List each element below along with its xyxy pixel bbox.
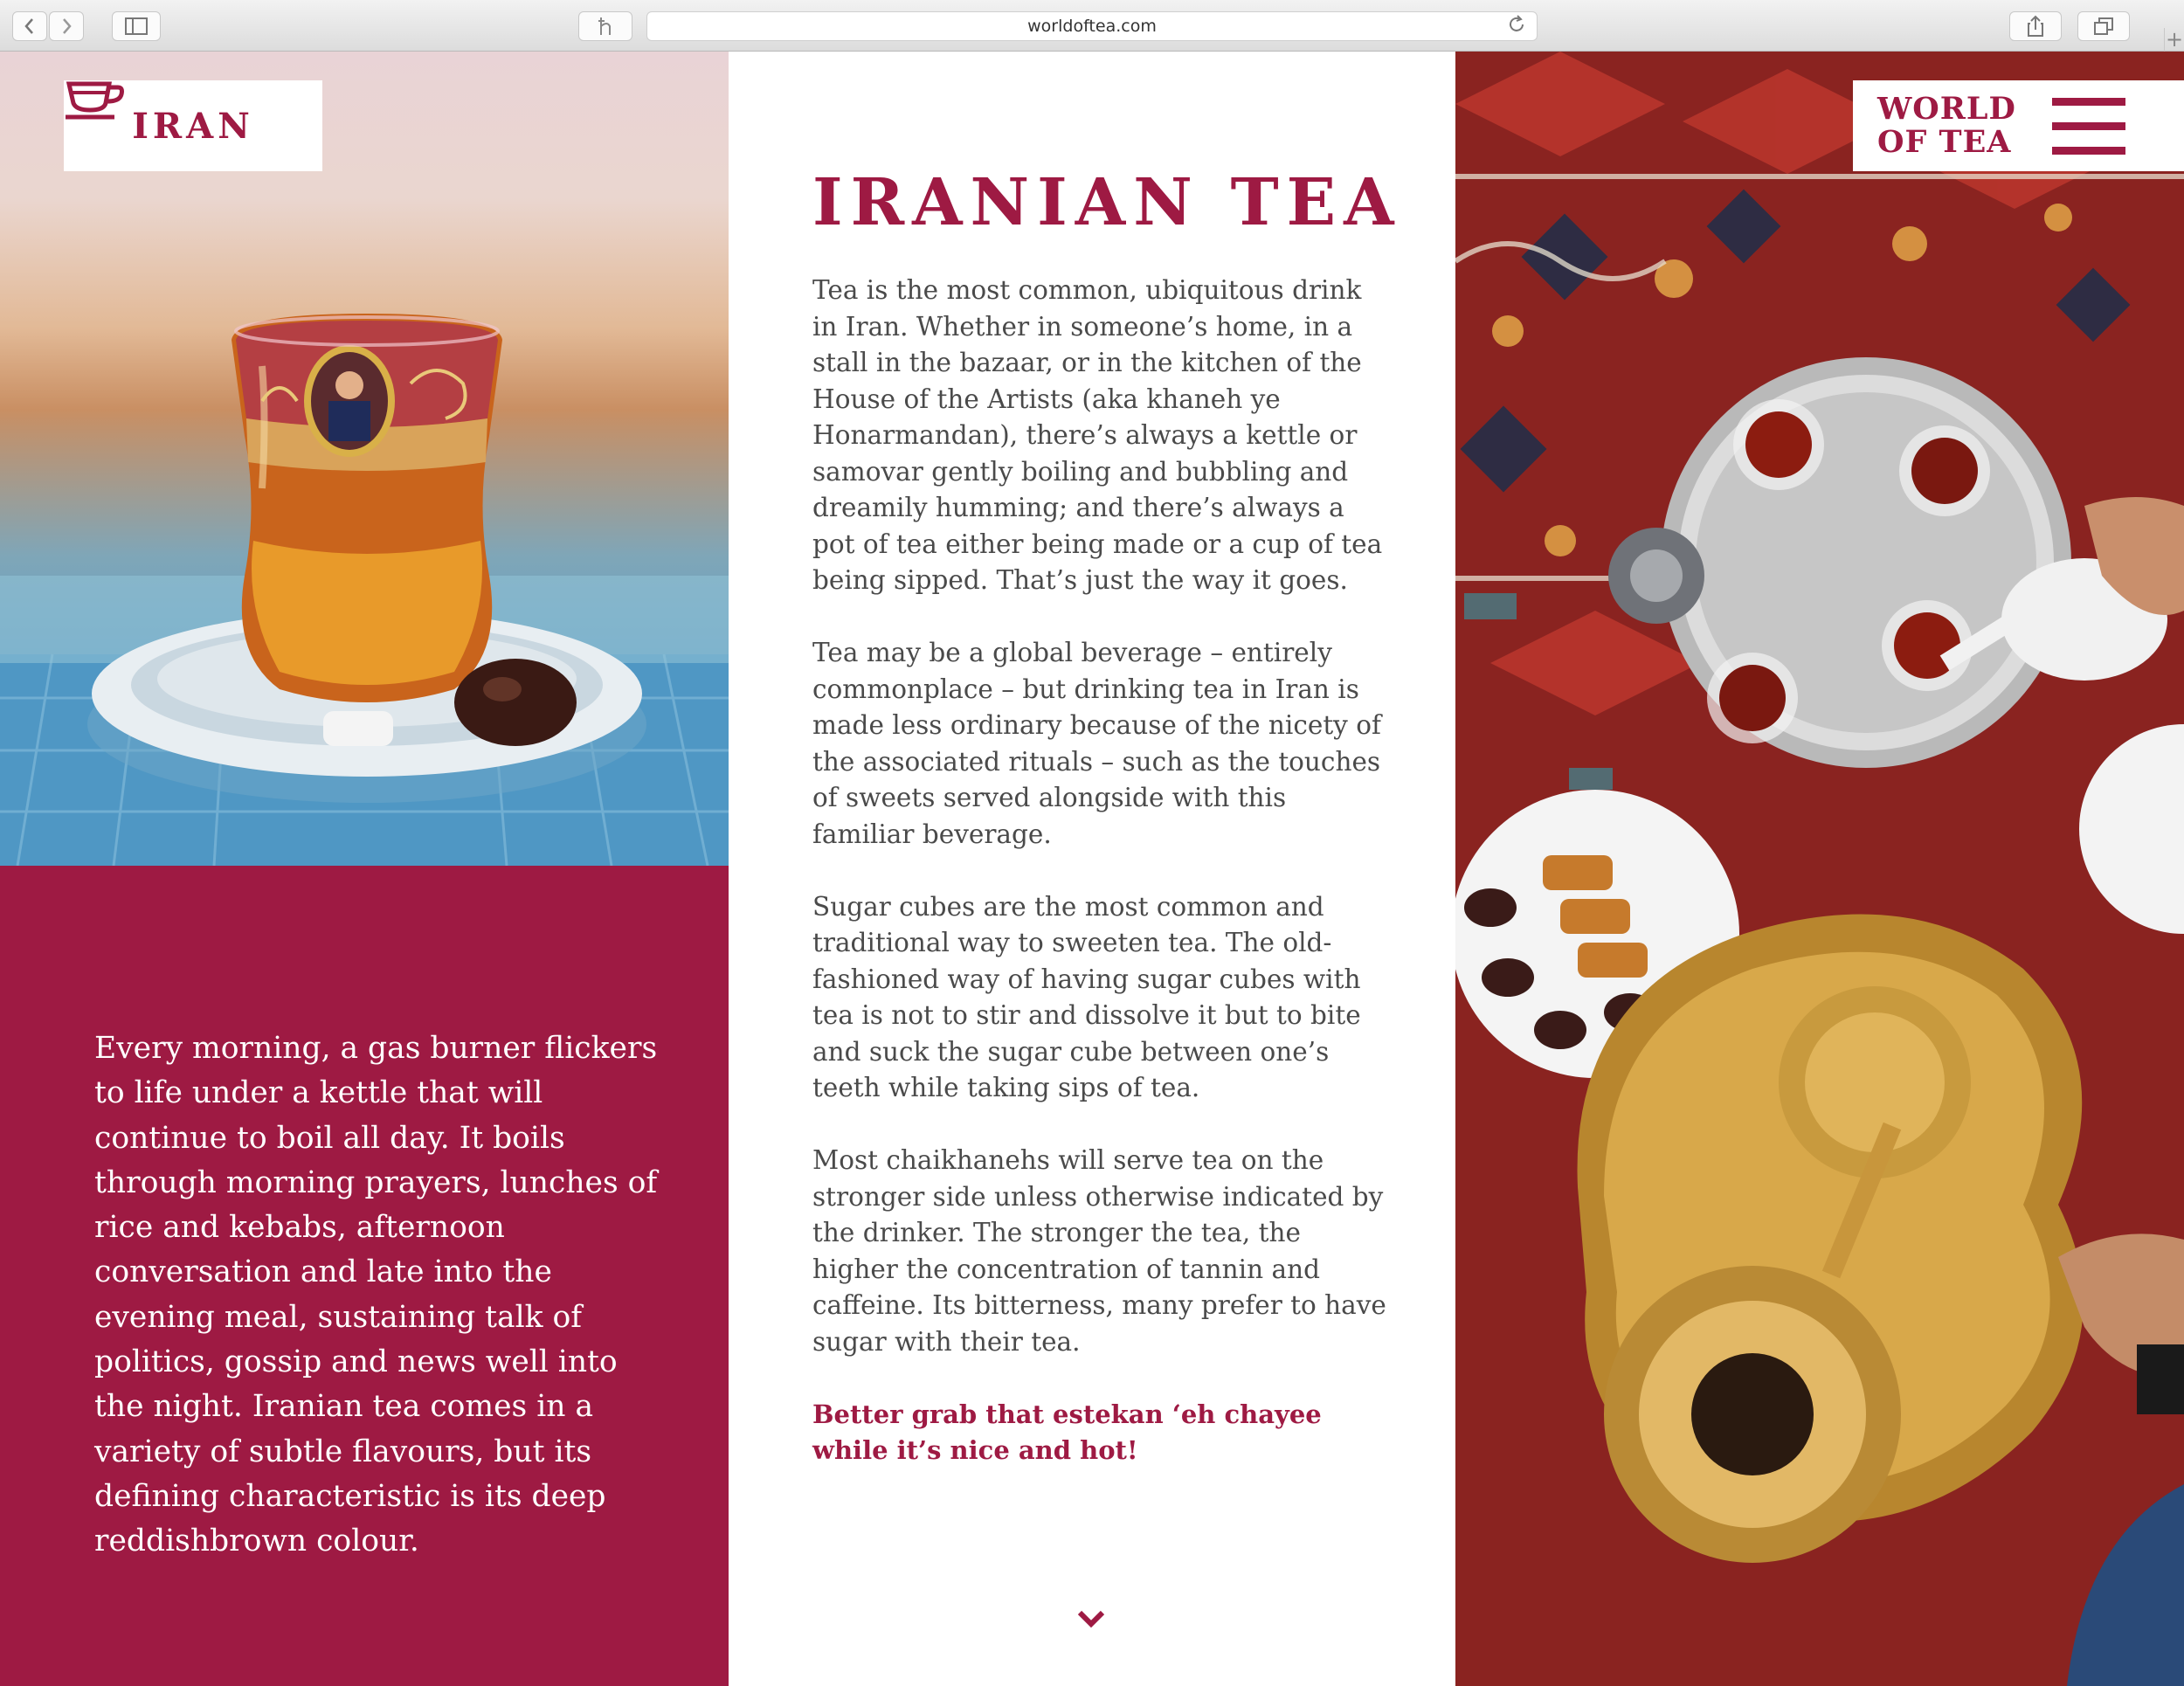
reload-icon [1507, 15, 1526, 34]
page-title: IRANIAN TEA [812, 165, 1402, 240]
left-column [0, 52, 729, 1686]
share-icon [2027, 15, 2044, 38]
sidebar-button[interactable] [112, 11, 161, 41]
url-text: worldoftea.com [1027, 17, 1157, 36]
brand-logo[interactable] [1877, 93, 2016, 159]
article-closing: Better grab that estekan ‘eh chayee while it’s nice and hot! [812, 1399, 1322, 1465]
brand-line-1: WORLD [1877, 91, 2016, 127]
h-extension-icon [597, 16, 614, 37]
forward-button[interactable] [49, 11, 84, 41]
chevron-left-icon [24, 17, 36, 35]
tea-service-photo [1455, 52, 2184, 1686]
brand-line-2: OF TEA [1877, 124, 2012, 160]
tabs-button[interactable] [2077, 11, 2130, 41]
intro-panel [0, 866, 729, 1686]
share-button[interactable] [2009, 11, 2062, 41]
tabs-icon [2093, 17, 2114, 36]
scroll-down-button[interactable] [1076, 1608, 1106, 1629]
teacup-icon [64, 80, 125, 122]
article-paragraph: Sugar cubes are the most common and traditional way to sweeten tea. The old-fashioned way of having sugar cubes with tea is not to stir and dissolve it but to bite and suck the sugar cube between one’s teeth while taking sips of tea. [812, 891, 1361, 1102]
chevron-right-icon [60, 17, 73, 35]
extension-button[interactable] [578, 11, 632, 41]
reload-button[interactable] [1507, 15, 1526, 39]
article-paragraph: Tea may be a global beverage – entirely commonplace – but drinking tea in Iran is made less ordinary because of the nicety of the associated rituals – such as the touches of sweets served alongside with this familiar beverage. [812, 638, 1381, 849]
back-button[interactable] [12, 11, 47, 41]
article-paragraph: Most chaikhanehs will serve tea on the stronger side unless otherwise indicated by the drinker. The stronger the tea, the higher the concentration of tannin and caffeine. Its bitterness, many prefer to have sugar with their tea. [812, 1145, 1386, 1357]
article-column [729, 52, 1455, 1686]
country-label: IRAN [132, 105, 254, 147]
address-bar[interactable] [646, 11, 1538, 41]
new-tab-button[interactable]: + [2165, 27, 2184, 52]
intro-text: Every morning, a gas burner flickers to life under a kettle that will continue to boil all day. It boils through morning prayers, lunches of rice and kebabs, afternoon conversation and late into the evening meal, sustaining talk of politics, gossip and news well into the night. Iranian tea comes in a variety of subtle flavours, but its defining characteristic is its deep reddishbrown colour. [94, 1031, 658, 1559]
chevron-down-icon [1076, 1608, 1106, 1629]
brand-header [1853, 80, 2184, 171]
article-paragraph: Tea is the most common, ubiquitous drink in Iran. Whether in someone’s home, in a stall in the bazaar, or in the kitchen of the House of the Artists (aka khaneh ye Honarmandan), there’s always a kettle or samovar gently boiling and bubbling and dreamily humming; and there’s always a pot of tea either being made or a cup of tea being sipped. That’s just the way it goes. [812, 275, 1383, 595]
country-logo[interactable] [64, 80, 322, 171]
tea-glass-photo [0, 52, 729, 866]
tea-service-photo-column [1455, 52, 2184, 1686]
page-content [0, 52, 2184, 1686]
article-body [812, 273, 1389, 1505]
browser-toolbar [0, 0, 2184, 52]
sidebar-icon [125, 17, 148, 35]
hamburger-menu-icon[interactable] [2052, 98, 2125, 155]
